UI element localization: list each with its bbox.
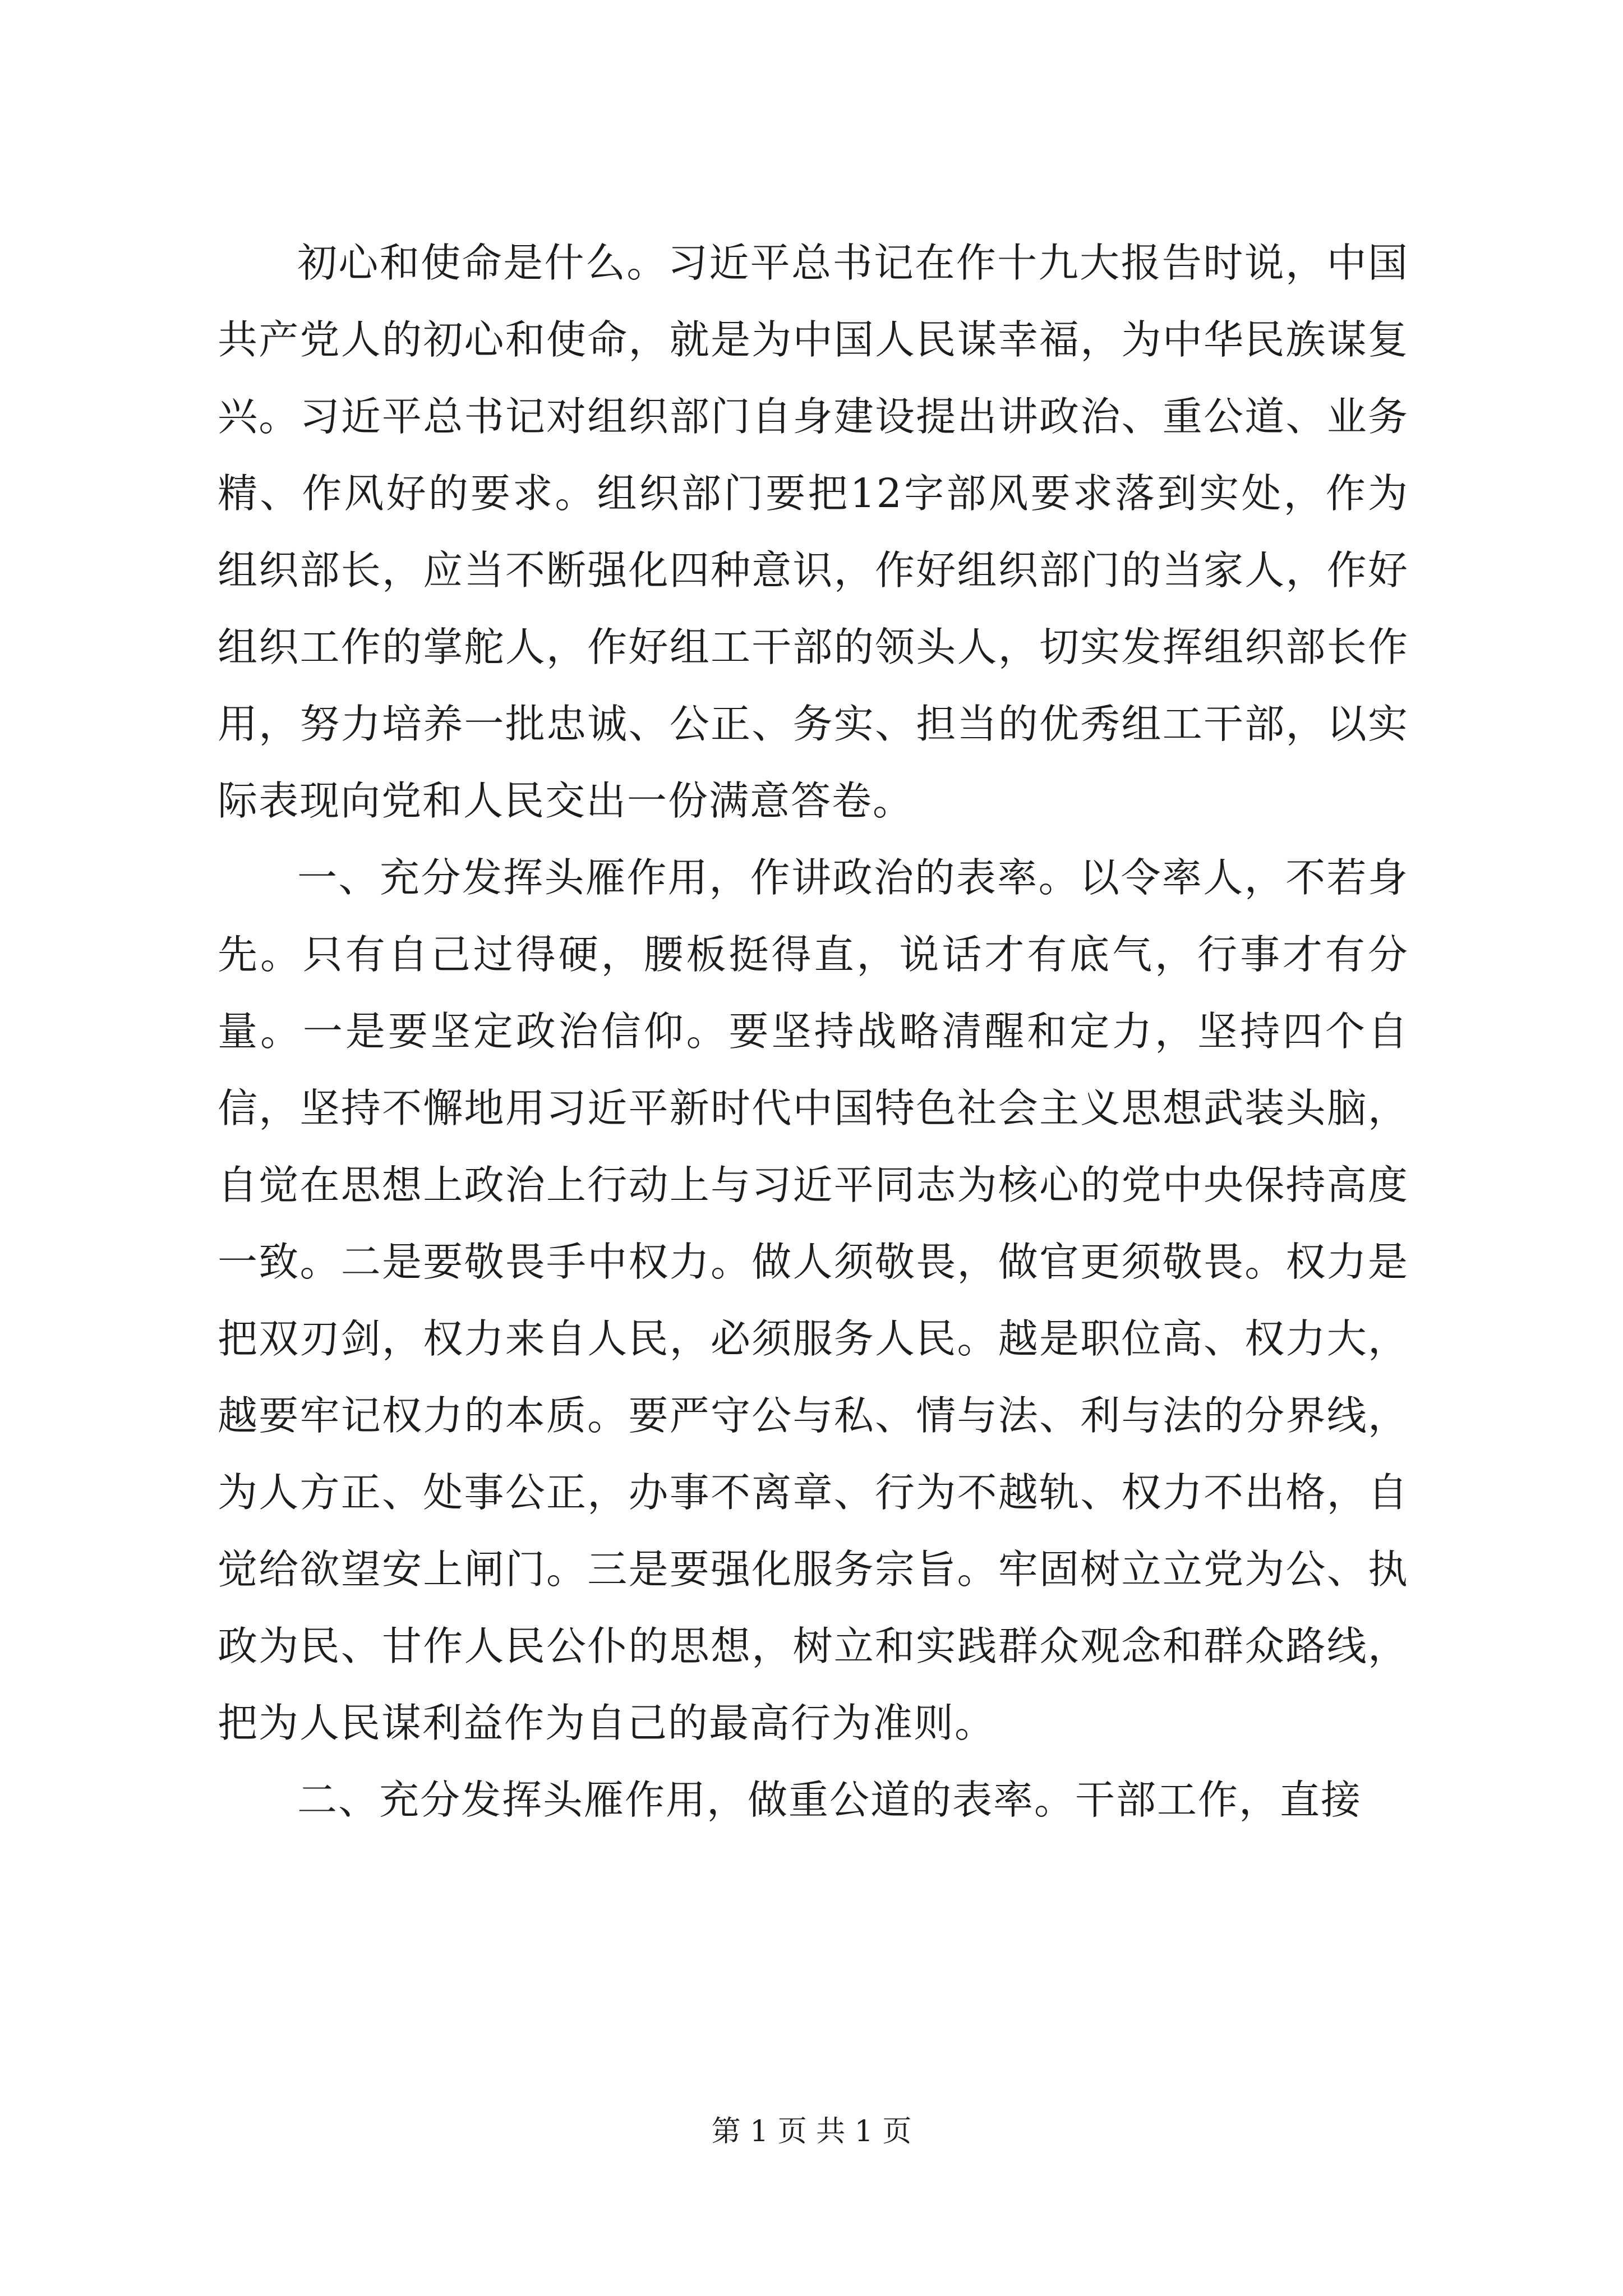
paragraph-section-two: 二、充分发挥头雁作用，做重公道的表率。干部工作，直接 <box>297 1777 1362 1823</box>
paragraph-intro: 初心和使命是什么。习近平总书记在作十九大报告时说，中国共产党人的初心和使命，就是为中国人民谋幸福，为中华民族谋复兴。习近平总书记对组织部门自身建设提出讲政治、重公道、业务精、作风好的要求。组织部门要把12字部风要求落到实处，作为组织部长，应当不断强化四种意识，作好组织部门的当家人，作好组织工作的掌舵人，作好组工干部的领头人，切实发挥组织部长作用，努力培养一批忠诚、公正、务实、担当的优秀组工干部，以实际表现向党和人民交出一份满意答卷。 <box>218 240 1409 824</box>
paragraph-section-one: 一、充分发挥头雁作用，作讲政治的表率。以令率人，不若身先。只有自己过得硬，腰板挺得直，说话才有底气，行事才有分量。一是要坚定政治信仰。要坚持战略清醒和定力，坚持四个自信，坚持不懈地用习近平新时代中国特色社会主义思想武装头脑，自觉在思想上政治上行动上与习近平同志为核心的党中央保持高度一致。二是要敬畏手中权力。做人须敬畏，做官更须敬畏。权力是把双刃剑，权力来自人民，必须服务人民。越是职位高、权力大，越要牢记权力的本质。要严守公与私、情与法、利与法的分界线，为人方正、处事公正，办事不离章、行为不越轨、权力不出格，自觉给欲望安上闸门。三是要强化服务宗旨。牢固树立立党为公、执政为民、甘作人民公仆的思想，树立和实践群众观念和群众路线，把为人民谋利益作为自己的最高行为准则。 <box>218 854 1409 1746</box>
document-body <box>218 224 1409 1838</box>
page-footer: 第 1 页 共 1 页 <box>711 2115 912 2148</box>
